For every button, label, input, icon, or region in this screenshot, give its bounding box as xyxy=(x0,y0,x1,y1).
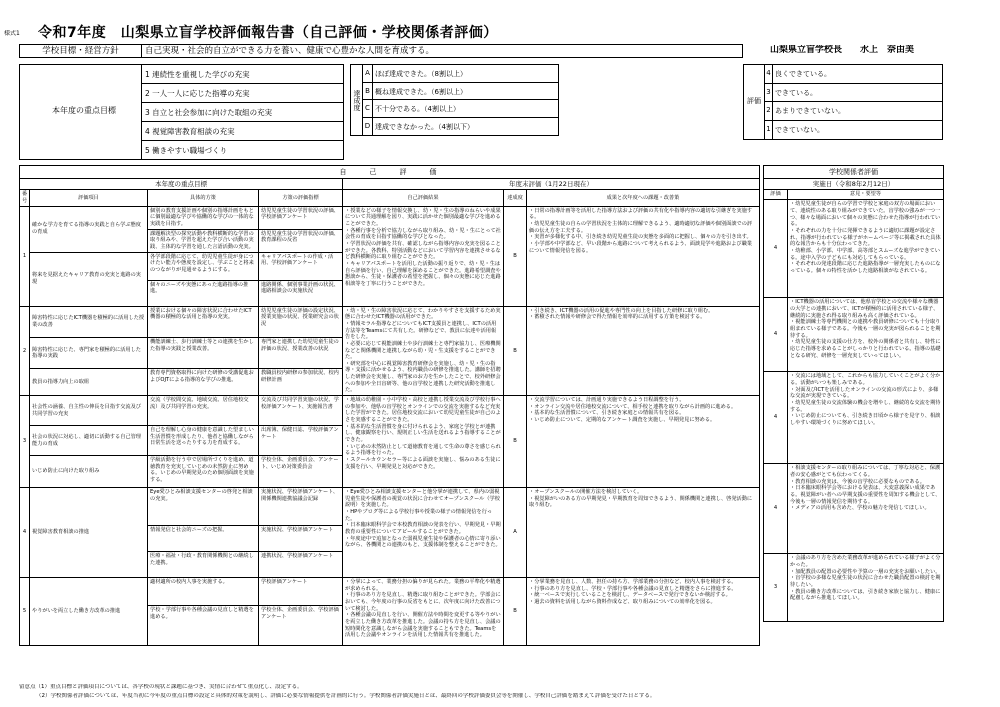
col-score: 評価 xyxy=(764,190,788,200)
evaluation-key: 1 xyxy=(765,121,773,139)
index-cell: 実施状況、学校評価アンケート、関係機関連携協議会記録 xyxy=(259,488,343,526)
evaluation-key: 2 xyxy=(765,102,773,120)
section-number: 1 xyxy=(20,206,30,306)
score-cell: 4 xyxy=(764,298,788,372)
index-cell: 学校全体、企画委員会、アンケート、いじめ対策委員会 xyxy=(259,456,343,488)
opinion-cell: ・相談支援センターの取り組みについては、丁寧な対応と、保護者の安心感がとても伝わってくる。 ・教育相談の充実は、今後の盲学校に必要なものである。 ・日本臨床眼科学会等における発表は、大変意義深い成果である。視覚障がい者への早期支援の重要性を周知する機会として、今後も一層の情報発信を期待する。 ・メディアの活用も含めた、学校の魅力を発信してほしい。 xyxy=(788,464,944,554)
degree-desc: 概ね達成できた。（6割以上） xyxy=(375,88,467,96)
evaluation-desc: できていない。 xyxy=(775,126,824,134)
col-measure: 具体的方策 xyxy=(148,190,259,206)
goal-item: 1 連続性を重視した学びの充実 xyxy=(142,65,343,84)
degree-desc: 達成できなかった。（4割以下） xyxy=(375,123,474,131)
col-result: 自己評価結果 xyxy=(343,190,504,206)
degree-key: D xyxy=(363,118,373,135)
degree-desc: ほぼ達成できた。（8割以上） xyxy=(375,70,467,78)
result-cell: ・地域の幼稚園・小中学校・高校と連携し授業交流及び学校行事への参加や、他県の盲学校とオンラインでの交流を実施するなど充実した学習ができた。居住地校交流において幼児児童生徒が自己のよさを実感することができた。 ・基本的な生活習慣を身に付けられるよう、家庭と学校とが連携し、健康観察を行い、規則正しい生活を送れるよう指導することができた。 ・いじめの未然防止として道徳教育を通して生命の尊さを感じられるよう指導を行った。 ・スクールカウンセラー等による面談を実施し、悩みのある生徒に支援を行い、早期発見と対応ができた。 xyxy=(343,396,504,488)
index-cell: 学校全体、企画委員会、学校評価アンケート xyxy=(259,606,343,646)
measure-cell: Eye愛ひとみ相談支援センターの啓発と相談の充実。 xyxy=(148,488,259,526)
degree-label: 達成度 xyxy=(351,65,363,135)
index-cell: 出席簿、保健日誌、学校評価アンケート xyxy=(259,426,343,456)
measure-cell: 交流（学校間交流、地域交流、居住地校交流）及び共同学習の充実。 xyxy=(148,396,259,426)
yearend-header: 年度末評価（1月22日現在） xyxy=(343,179,760,190)
note-1: 留意点（1）重点目標と評価項目については、各学校の現状と課題に基づき、実情に合わせて重点化し、設定する。 xyxy=(19,684,303,690)
degree-key: A xyxy=(363,65,373,82)
eval-item: 教員の指導力向上の取組 xyxy=(30,369,148,396)
eval-item: 社会の状況に対応し、適切に活動する自己管理能力の育成 xyxy=(30,426,148,456)
next-step-cell: ・オープンスクールの開催方法を検討していく。 ・視覚障がいのある方の早期発見・早期教育を周知できるよう、関係機関と連携し、啓発活動に取り組む。 xyxy=(527,488,760,578)
index-cell: 幼児児童生徒の学習状況の評価、教育課程の反省 xyxy=(259,229,343,252)
measure-cell: 個々のニーズや実態にあった進路指導の推進。 xyxy=(148,280,259,306)
grade-cell: B xyxy=(504,396,527,488)
self-eval-title: 自 己 評 価 xyxy=(20,166,760,179)
eval-item: 障害特性に応じた、専門家を積極的に活用した指導の実践 xyxy=(30,338,148,369)
principal-name: 山梨県立盲学校長 水上 奈由美 xyxy=(770,45,915,55)
col-next: 成果と次年度への課題・改善策 xyxy=(527,190,760,206)
grade-cell: B xyxy=(504,306,527,396)
degree-panel xyxy=(350,64,559,136)
form-label: 様式1 xyxy=(4,30,20,37)
index-cell: 幼児児童生徒の評価の設定状況、授業実施の状況、授業研究会の状況 xyxy=(259,306,343,337)
index-cell: 交流及び共同学習実施の状況、学校評価アンケート、実施報告書 xyxy=(259,396,343,426)
eval-item: 社会性の涵養、自主性の伸長を目指す交流及び共同学習の充実 xyxy=(30,396,148,426)
evaluation-key: 4 xyxy=(765,65,773,83)
opinion-cell: ・会議のあり方を含めた業務改革が進められている様子がよく分かった。 ・加配教員の配置の必要性や予算の一層の充実をお願いしたい。 ・盲学校の多様な児童生徒の状況に合わせた職員配置の検討を期待したい。 ・教員の働き方改革については、引き続き家族と協力し、健康に配慮しながら推進してほしい。 xyxy=(788,554,944,622)
result-cell: ・幼・児・生の障害状況に応じて、わかりやすさを支援するため実態に合わせたICT機器の活用ができた。 ・情報モラル指導などについてもICT支援員と連携し、ICTの活用方法等をTeamsにて共有した。研修などで、教員に伝達や活用報告をした。 ・必要に応じて視能訓練士や歩行訓練士と専門家協力し、医療機関などと関係機関と連携しながら幼・児・生支援をすることができた。 ・研究部を中心に視覚障害教育研修会を実施し、幼・児・生の指導・支援に活かせるよう、校内職員の研修を推進した。講師を招聘した研修会を実施し、専門家のお力を生かしたことで、校外研修会への参加や全日盲研等、他の盲学校と連携した研究活動を推進した。 xyxy=(343,306,504,396)
score-cell: 4 xyxy=(764,200,788,298)
next-step-cell: ・分掌業務を見直し、人数、担任の持ち方、学部業務の分担など、校内人事を検討する。 ・行事のあり方を見直し、学校・学部行事や各種会議の見直しと精選をさらに推進する。 ・統一ベースで実行していることを検討し、データベースで発行できないか検討する。 ・過去の資料を活用しながら資料作成など、取り組みについての効率化を図る。 xyxy=(527,578,760,646)
index-cell: キャリアパスポートの作成・活用、学校評価アンケート xyxy=(259,252,343,280)
measure-cell: 機能訓練士、歩行訓練士等との連携を生かした指導の実践と授業改善。 xyxy=(148,338,259,369)
index-cell: 教職員校内研修の参加状況、校内研修計画 xyxy=(259,369,343,396)
goal-item: 4 視覚障害教育相談の充実 xyxy=(142,122,343,141)
index-cell: 実施状況、学校評価アンケート xyxy=(259,526,343,552)
col-opinion: 意見・要望等 xyxy=(788,190,944,200)
opinion-cell: ・ICT機器の活用については、他県盲学校との交流や様々な機器の大学との連携において、ICTが積極的に活用されている様子、継続的に実施され得る取り組みも高く評価されている。 ・視能訓練士等専門機関との連携や教員研修についても十分取り組まれている様子である。今後も一層の充実が図られることを期待する。 ・幼児児童生徒の支援の仕方を、校外の関係者と共有し、特性に応じた指導を求めることがしっかりと行われている。指導の基礎となる研究、研修を一層充実していってほしい。 xyxy=(788,298,944,372)
measure-cell: 学級活動を行う中で居場所づくりを進め、道徳教育を充実していじめの未然防止に努める。いじめの早期発見のため個別面談を実施する。 xyxy=(148,456,259,488)
section-number: 4 xyxy=(20,488,30,578)
grade-cell: A xyxy=(504,488,527,578)
goals-label: 本年度の重点目標 xyxy=(52,106,116,115)
school-eval-date: 実施日（令和8年2月12日） xyxy=(764,179,944,190)
index-cell: 専門家と連携した幼児児童生徒の評価の状況、授業改善の状況 xyxy=(259,338,343,369)
self-evaluation-table xyxy=(19,165,760,646)
col-grade: 達成度 xyxy=(504,190,527,206)
opinion-cell: ・幼児児童生徒が自らの学習で学校と家庭の双方の場面において、連続性のある取り組みができていた。盲学校の強みが一つ一つ、様々な場面において個々の実態に合わせた指導が行われている。 ・それぞれの力を十分に発揮できるように適切に課題が設定され、指導が行われている様子がホームページ等に掲載された具体的な報告からも十分伝わってきた。 ・幼稚部、小学部、中学部、高等部とスムーズな進学ができている。途中入学の子どもにも対応してもらっている。 ・それぞれの発達段階に応じた進路指導が一層充実したものになっている。個々の特性を活かした進路相談がなされている。 xyxy=(788,200,944,298)
score-cell: 4 xyxy=(764,464,788,554)
grade-cell: B xyxy=(504,206,527,306)
next-step-cell: ・交流学習については、計画通り実施できるよう日程調整を行う。 ・オンライン交流や居住地校交流について、相手校と連携を取りながら計画的に進める。 ・基本的な生活習慣について、引き続き家庭との情報共有を図る。 ・いじめ防止について、定期的なアンケート調査を実施し、早期発見に努める。 xyxy=(527,396,760,488)
evaluation-panel xyxy=(743,64,943,140)
next-step-cell: ・日常の指導計画等を活用した指導方法および評価の共有化や指導内容の適切な引継ぎを実施する。 ・幼児児童生徒の自らの学習状況を主体的に理解できるよう、適時適切な評価や個別面談での評価の伝え方を工夫する。 ・実習が多様化する中、引き続き幼児児童生徒の実態を多面的に把握し、個々の力を引き出す。 ・小学部や中学部など、早い段階から進路について考えられるよう、面談見学や進路および職業について情報発信を図る。 xyxy=(527,206,760,306)
goal-item: 3 自立と社会参加に向けた取組の充実 xyxy=(142,103,343,122)
opinion-cell: ・交流には地域として、これからも協力していくことがよく分かる。活動がいつも楽しみである。 ・対面及びICTを活用したオンラインの交流の形式により、多様な交流が実現できている。 ・幼児児童生徒の交流体験の機会を増やし、継続的な交流を期待する。 ・いじめ防止についても、引き続き日頃から様子を見守り、相談しやすい環境づくりに努めてほしい。 xyxy=(788,372,944,464)
measure-cell: 個別の教育支援計画や個別の指導計画をもとに個別最適な学びや協働的な学びの一体的な実践を目指す。 xyxy=(148,206,259,229)
eval-item: 確かな学力を育てる指導の実践と自ら学ぶ態度の育成 xyxy=(30,206,148,252)
degree-desc: 不十分である。（4割以上） xyxy=(375,105,460,113)
evaluation-key: 3 xyxy=(765,84,773,101)
goal-item: 5 働きやすい職場づくり xyxy=(145,146,228,155)
measure-cell: 授業における個々の障害状況に合わせたICT機器の積極的な活用と指導の充実。 xyxy=(148,306,259,337)
measure-cell: 教育専門資格取得に向けた研修の受講促進およびOJTによる指導的な学びの推進。 xyxy=(148,369,259,396)
eval-item: 視覚障害教育相談の推進 xyxy=(30,488,148,578)
section-number: 2 xyxy=(20,306,30,396)
col-item: 評価項目 xyxy=(30,190,148,206)
result-cell: ・Eye愛ひとみ相談支援センターと他分掌が連携して、県内の弱視児童生徒や保護者の視覚の状況に合わせてオープンスクール（学校説明）を実施した。 ・HPやブログ等による学校行事や授業の様子の情報発信を行った。 ・日本臨床眼科学会で本校教育相談の発表を行い、早期発見・早期教育の重要性についてアピールすることができた。 ・年度途中で追加となった弱視児童生徒や保護者の心情に寄り添いながら、各機関との連携のもと、支援体制を整えることができた。 xyxy=(343,488,504,578)
evaluation-desc: 良くできている。 xyxy=(775,70,831,78)
score-cell: 3 xyxy=(764,554,788,622)
index-cell: 進路関係、個別事業計画の状況、進路相談会の実施状況 xyxy=(259,280,343,306)
eval-item: いじめ防止に向けた取り組み xyxy=(30,456,148,488)
result-cell: ・授業などの様子を情報交換し、幼・児・生の指導のねらいや成果について共通理解を図り、実践に活かせた個別最適な学びを進めることができた。 ・各種行事を分析で協力しながら取り組み、幼・児・生にとって社会性の育成を目指す協働的な学びとなった。 ・学習状況の評価を共有、確認しながら指導内容の充実を図ることができた。各教科、特別活動などにおいて学習内容を連携させるなど教科横断的に取り組むことができた。 ・キャリアパスポートを活用した活動の振り返りで、幼・児・生は自ら評価を行い、自己理解を深めることができた。進路希望調査や懇談から、生徒・保護者の希望を把握し、個々の実態に応じた進路相談等を丁寧に行うことができた。 xyxy=(343,206,504,306)
measure-cell: 情報発信と社会的ニーズの把握。 xyxy=(148,526,259,552)
measure-cell: 医療・福祉・行政・教育関係機関との継続した連携。 xyxy=(148,552,259,578)
policy-label: 学校目標・経営方針 xyxy=(19,44,142,58)
next-step-cell: ・引き続き、ICT機器の活用の促進や専門性の向上を目指した研修に取り組む。 ・蓄積された情報や研修会で得た情報を効率的に活用する方策を検討する。 xyxy=(527,306,760,396)
index-cell: 連携状況、学校評価アンケート xyxy=(259,552,343,578)
evaluation-desc: できている。 xyxy=(775,89,817,97)
degree-key: C xyxy=(363,100,373,117)
result-cell: ・分掌によって、業務分担の偏りが見られた。業務の平準化や精選が求められる。 ・行事のあり方を見直し、精選に取り組むことができた。学部会においても、今年度の行事の反省をもとに、次年度に向けた改善について検討した。 ・各種会議の見直しを行い、開催方法や時間を変更する等やりがいを両立した働き方改革を推進した。会議の持ち方を見直し、会議の短時間化を意識しながら会議を実施することもできた。Teamsを活用した会議やオンラインを活用した情報共有を推進した。 xyxy=(343,578,504,646)
score-cell: 4 xyxy=(764,372,788,464)
goals-panel xyxy=(19,64,344,160)
school-evaluation-table xyxy=(763,165,944,622)
goal-header: 本年度の重点目標 xyxy=(20,179,343,190)
index-cell: 学校評価アンケート xyxy=(259,578,343,606)
measure-cell: 学校・学部行事や各種会議の見直しと精選を進める。 xyxy=(148,606,259,646)
goal-item: 2 一人一人に応じた指導の充実 xyxy=(142,84,343,103)
page-title: 令和7年度 山梨県立盲学校評価報告書（自己評価・学校関係者評価） xyxy=(38,25,498,41)
col-number: 番号 xyxy=(20,190,30,206)
measure-cell: 自己を理解し心身の健康を意識した望ましい生活習慣を形成したり、他者と協働しながら日常生活を送ったりする力を育成する。 xyxy=(148,426,259,456)
index-cell: 幼児児童生徒の学習状況の評価、学校評価アンケート xyxy=(259,206,343,229)
section-number: 3 xyxy=(20,396,30,488)
eval-item: 障害特性に応じたICT機器を積極的に活用した授業の改善 xyxy=(30,306,148,337)
evaluation-label: 評価 xyxy=(747,97,761,105)
measure-cell: 課題解決型の探究活動や教科横断的な学習の取り組みや、学習を超えた学び合い活動の実践、主体的な学習を通した言語活動の充実。 xyxy=(148,229,259,252)
section-number: 5 xyxy=(20,578,30,646)
school-eval-title: 学校関係者評価 xyxy=(764,166,944,179)
measure-cell: 各学部段階に応じて、幼児児童生徒が身につけたい能力や態度を設定し、学ぶことと将来のつながりが見通せるようにする。 xyxy=(148,252,259,280)
degree-key: B xyxy=(363,83,373,99)
eval-item: やりがいを両立した働き方改革の推進 xyxy=(30,578,148,646)
measure-cell: 適材適所の校内人事を実施する。 xyxy=(148,578,259,606)
policy-text: 自己実現・社会的自立ができる力を養い、健康で心豊かな人間を育成する。 xyxy=(141,44,743,58)
grade-cell: B xyxy=(504,578,527,646)
eval-item: 将来を見据えたキャリア教育の充実と進路の実現 xyxy=(30,252,148,306)
note-2: （2）学校関係者評価については、年度当初に今年度の重点目標の設定と具体的対策を説明し、評価に必要な情報提供を計画的に行う。学校関係者評価実施日とは、最終回の学校評価委員会等を開催し、学校自己評価を踏まえて評価を受けた日とする。 xyxy=(36,693,656,699)
evaluation-desc: あまりできていない。 xyxy=(775,107,845,115)
col-index: 方策の評価指標 xyxy=(259,190,343,206)
